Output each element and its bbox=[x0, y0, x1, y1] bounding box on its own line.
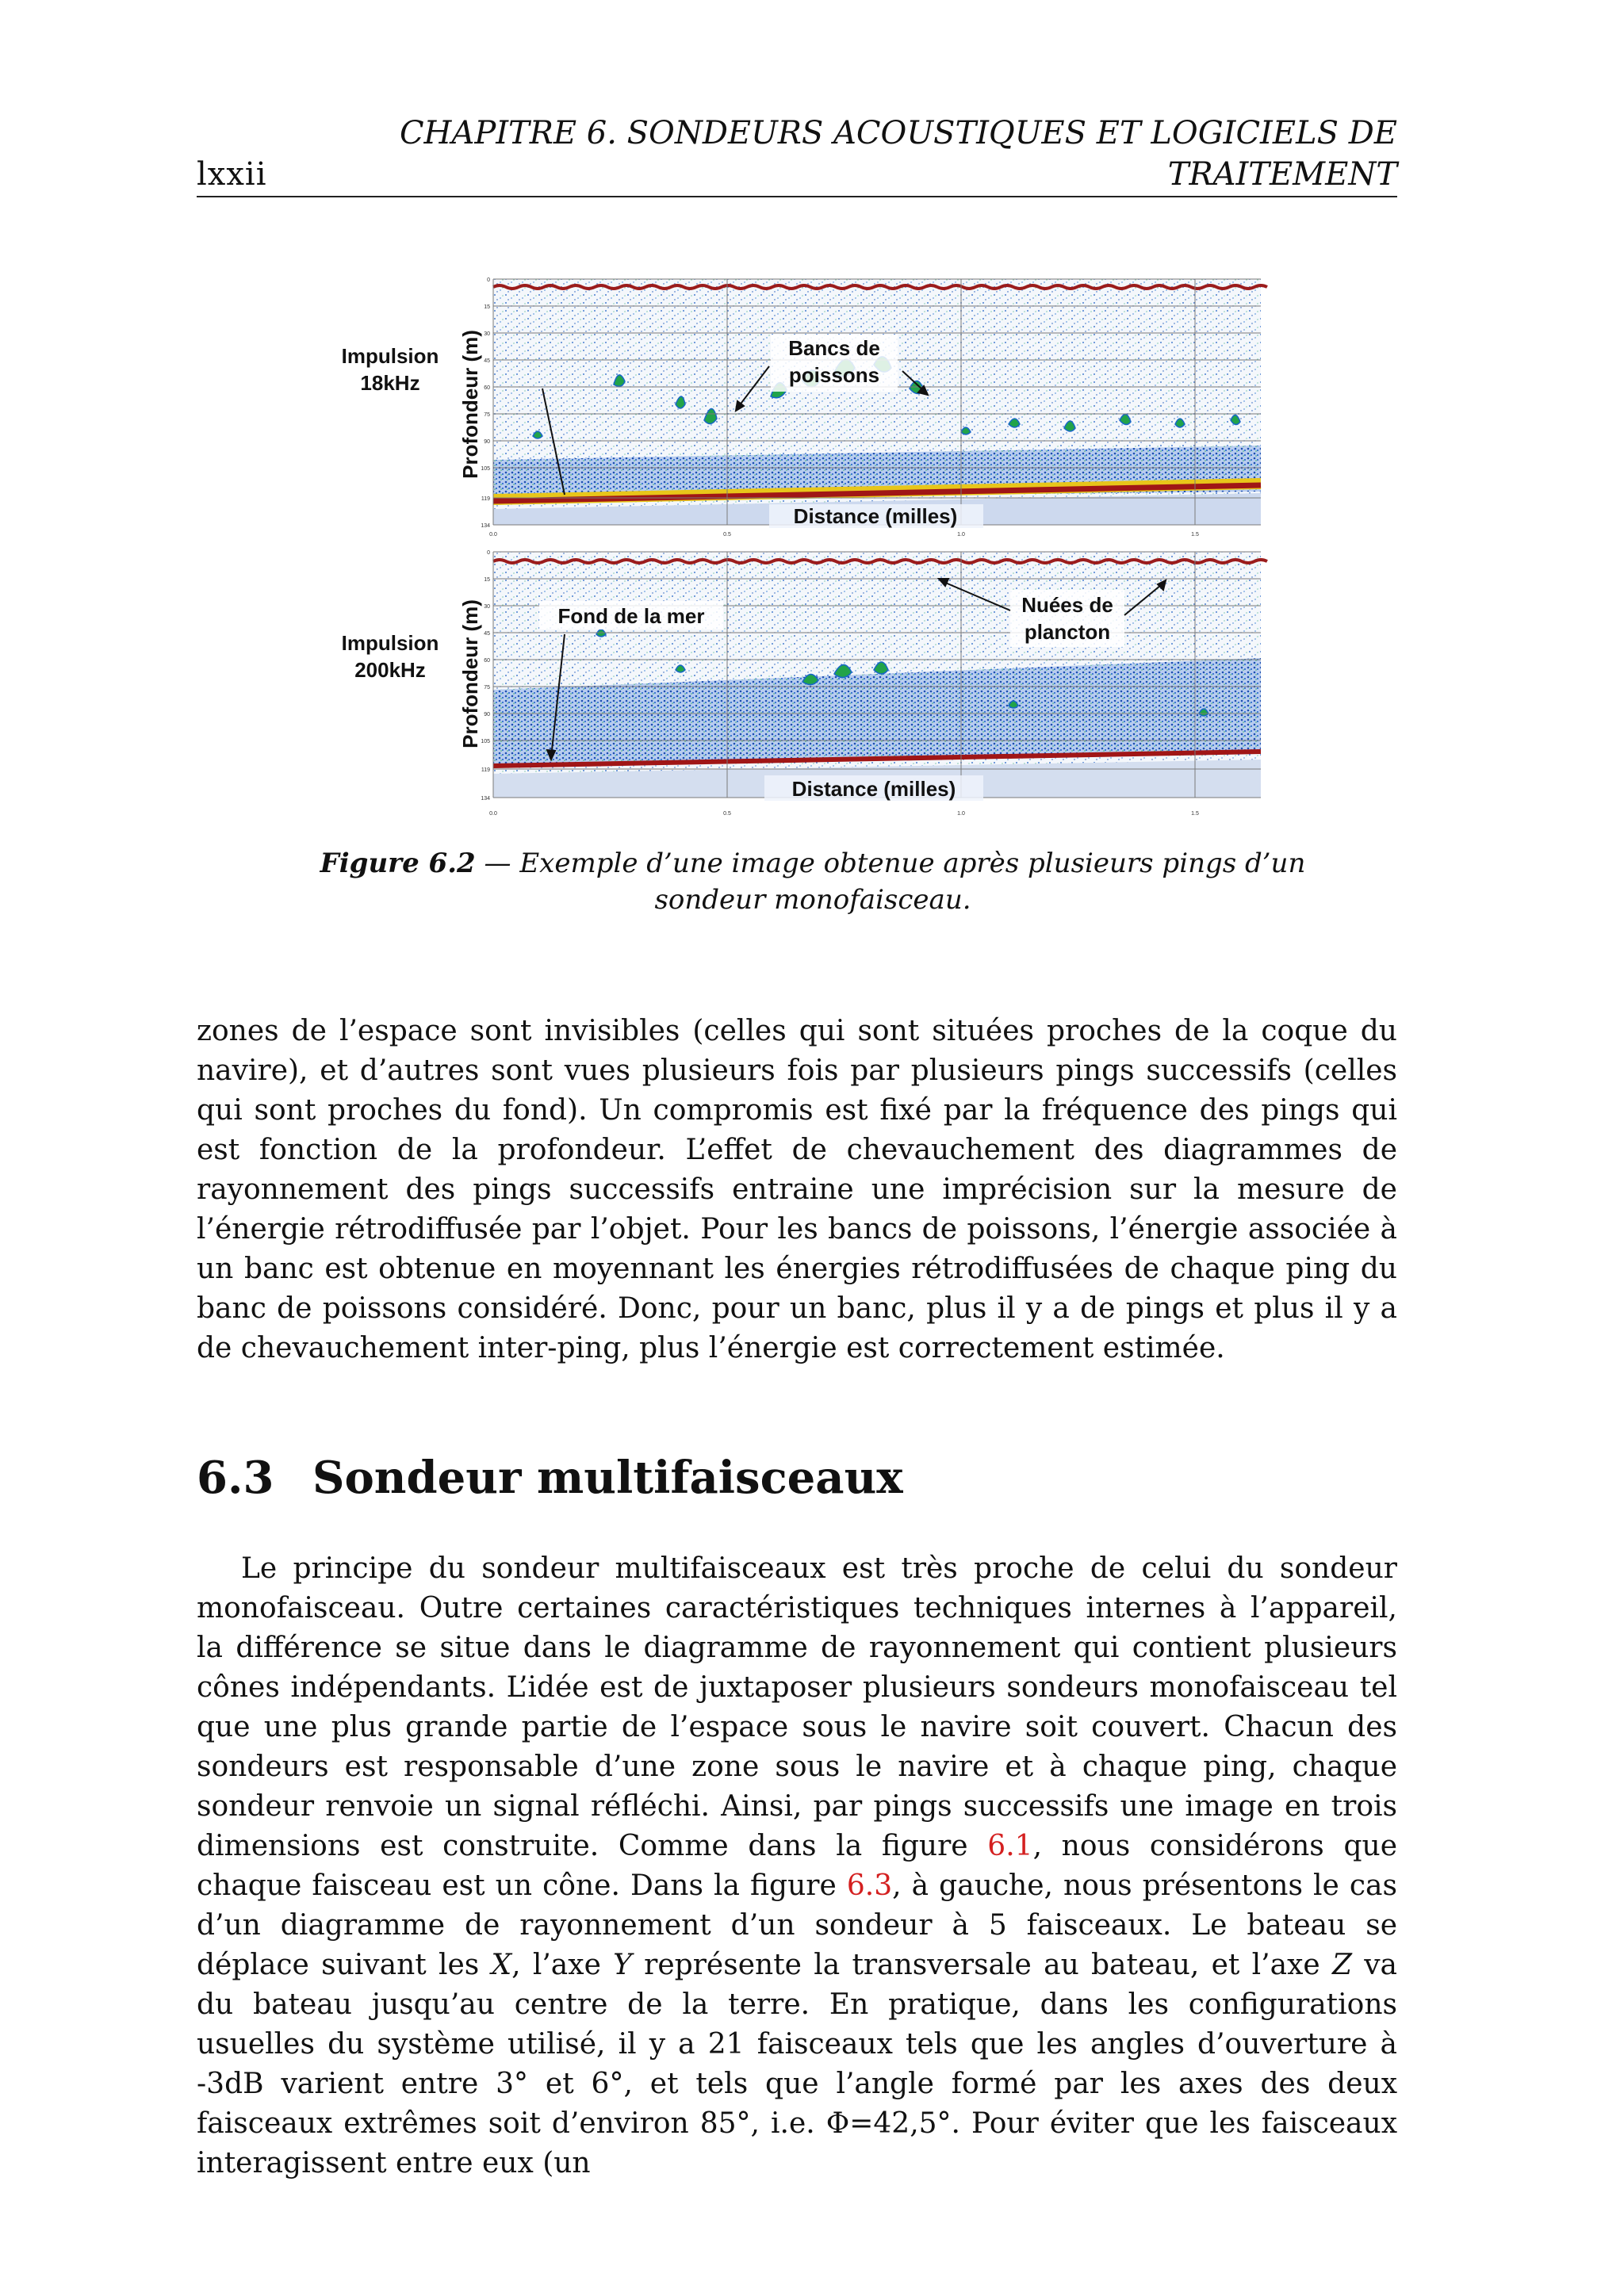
figure-caption bbox=[262, 845, 1364, 918]
depth-tick: 119 bbox=[481, 767, 490, 773]
math-z: Z bbox=[1331, 1949, 1352, 1981]
distance-tick: 1.5 bbox=[1191, 532, 1199, 538]
x-axis-label-18khz: Distance (milles) bbox=[793, 504, 958, 528]
page-number: lxxii bbox=[197, 156, 267, 193]
distance-tick: 0.0 bbox=[489, 532, 497, 538]
depth-tick: 134 bbox=[481, 523, 490, 529]
paragraph-2-text: représente la transversale au bateau, et l’axe bbox=[631, 1949, 1332, 1981]
pulse-label-200khz-line1: Impulsion bbox=[341, 631, 439, 655]
paragraph-2-text: va du bateau jusqu’au centre de la terre. En pratique, dans les configurations usuelles du système utilisé, il y a 21 faisceaux tels que les angles d’ouverture à -3dB varient entre 3° et 6°, et tels que l’angle formé par les axes des deux faisceaux extrêmes soit d’environ 85°, i.e. Φ=42,5°. Pour éviter que les faisceaux interagissent entre eux (un bbox=[197, 1949, 1398, 2179]
distance-tick: 0.0 bbox=[489, 811, 497, 817]
depth-tick: 30 bbox=[484, 331, 490, 337]
annotation-fish-line2: poissons bbox=[788, 363, 880, 387]
pulse-label-18khz-line2: 18kHz bbox=[360, 371, 420, 395]
x-axis-label-200khz: Distance (milles) bbox=[791, 777, 956, 801]
paragraph-1: zones de l’espace sont invisibles (celles qui sont situées proches de la coque du navire), et d’autres sont vues plusieurs fois par plusieurs pings successifs (celles qui sont proches du fond). Un compromis est fixé par la fréquence des pings qui est fonction de la profondeur. L’effet de chevauchement des diagrammes de rayonnement des pings successifs entraine une imprécision sur la mesure de l’énergie rétrodiffusée par l’objet. Pour les bancs de poissons, l’énergie associée à un banc est obtenue en moyennant les énergies rétrodiffusées de chaque ping du banc de poissons considéré. Donc, pour un banc, plus il y a de pings et plus il y a de chevauchement inter-ping, plus l’énergie est correctement estimée. bbox=[197, 1015, 1397, 1364]
caption-text: — Exemple d’une image obtenue après plusieurs pings d’un sondeur monofaisceau. bbox=[475, 848, 1306, 916]
distance-tick: 1.0 bbox=[957, 532, 965, 538]
math-x: X bbox=[491, 1949, 512, 1981]
distance-tick: 0.5 bbox=[723, 811, 731, 817]
running-head-line-2: TRAITEMENT bbox=[1167, 156, 1397, 193]
running-head-line-1: CHAPITRE 6. SONDEURS ACOUSTIQUES ET LOGICIELS DE bbox=[399, 115, 1397, 151]
distance-tick: 0.5 bbox=[723, 532, 731, 538]
echogram-figure bbox=[327, 262, 1294, 829]
depth-tick: 90 bbox=[484, 439, 490, 445]
depth-ticks-18khz bbox=[481, 277, 490, 529]
section-heading bbox=[197, 1451, 903, 1505]
pulse-label-18khz-line1: Impulsion bbox=[341, 344, 439, 368]
depth-tick: 30 bbox=[484, 604, 490, 610]
depth-tick: 45 bbox=[484, 358, 490, 364]
paragraph-2-text: , à gauche, nous présentons le cas d’un diagramme de rayonnement d’un sondeur à 5 faisceaux. Le bateau se déplace suivant les bbox=[197, 1869, 1397, 1981]
figure-6-3-link[interactable]: 6.3 bbox=[846, 1869, 893, 1902]
depth-tick: 105 bbox=[481, 466, 490, 472]
depth-tick: 75 bbox=[484, 412, 490, 418]
depth-tick: 0 bbox=[487, 277, 490, 283]
annotation-plankton-line2: plancton bbox=[1024, 620, 1111, 644]
caption-label: Figure 6.2 bbox=[320, 848, 476, 879]
distance-ticks-200khz bbox=[489, 811, 1199, 817]
paragraph-2-text: , l’axe bbox=[511, 1949, 614, 1981]
distance-tick: 1.5 bbox=[1191, 811, 1199, 817]
panel-18khz bbox=[342, 277, 1267, 538]
depth-tick: 45 bbox=[484, 631, 490, 637]
header-rule bbox=[197, 196, 1397, 197]
depth-ticks-200khz bbox=[481, 550, 490, 802]
annotation-seabed: Fond de la mer bbox=[557, 604, 705, 628]
annotation-plankton-line1: Nuées de bbox=[1021, 593, 1113, 617]
math-y: Y bbox=[613, 1949, 632, 1981]
paragraph-2-text: Le principe du sondeur multifaisceaux est très proche de celui du sondeur monofaisceau. Outre certaines caractéristiques techniques internes à l’appareil, la différence se situe dans le diagramme de rayonnement qui contient plusieurs cônes indépendants. L’idée est de juxtaposer plusieurs sondeurs monofaisceau tel que une plus grande partie de l’espace sous le navire soit couvert. Chacun des sondeurs est responsable d’une zone sous le navire et à chaque ping, chaque sondeur renvoie un signal réfléchi. Ainsi, par pings successifs une image en trois dimensions est construite. Comme dans la figure bbox=[197, 1552, 1397, 1862]
depth-tick: 60 bbox=[484, 385, 490, 391]
annotation-fish-line1: Bancs de bbox=[788, 336, 880, 360]
figure-6-1-link[interactable]: 6.1 bbox=[987, 1830, 1033, 1862]
paragraph-2 bbox=[197, 1549, 1397, 2183]
paragraph-2-text: , nous considérons que chaque faisceau est un cône. Dans la figure bbox=[197, 1830, 1398, 1902]
y-axis-label-200khz: Profondeur (m) bbox=[458, 599, 482, 748]
pulse-label-200khz-line2: 200kHz bbox=[354, 658, 426, 682]
depth-tick: 75 bbox=[484, 685, 490, 691]
section-title: Sondeur multifaisceaux bbox=[312, 1452, 903, 1504]
depth-tick: 60 bbox=[484, 658, 490, 664]
depth-tick: 0 bbox=[487, 550, 490, 556]
running-head bbox=[366, 113, 1397, 195]
depth-tick: 90 bbox=[484, 712, 490, 718]
depth-tick: 15 bbox=[484, 577, 490, 583]
depth-tick: 105 bbox=[481, 739, 490, 744]
depth-tick: 15 bbox=[484, 304, 490, 310]
distance-tick: 1.0 bbox=[957, 811, 965, 817]
y-axis-label-18khz: Profondeur (m) bbox=[458, 330, 482, 479]
depth-tick: 134 bbox=[481, 796, 490, 802]
section-number: 6.3 bbox=[197, 1452, 274, 1504]
depth-tick: 119 bbox=[481, 496, 490, 502]
distance-ticks-18khz bbox=[489, 532, 1199, 538]
